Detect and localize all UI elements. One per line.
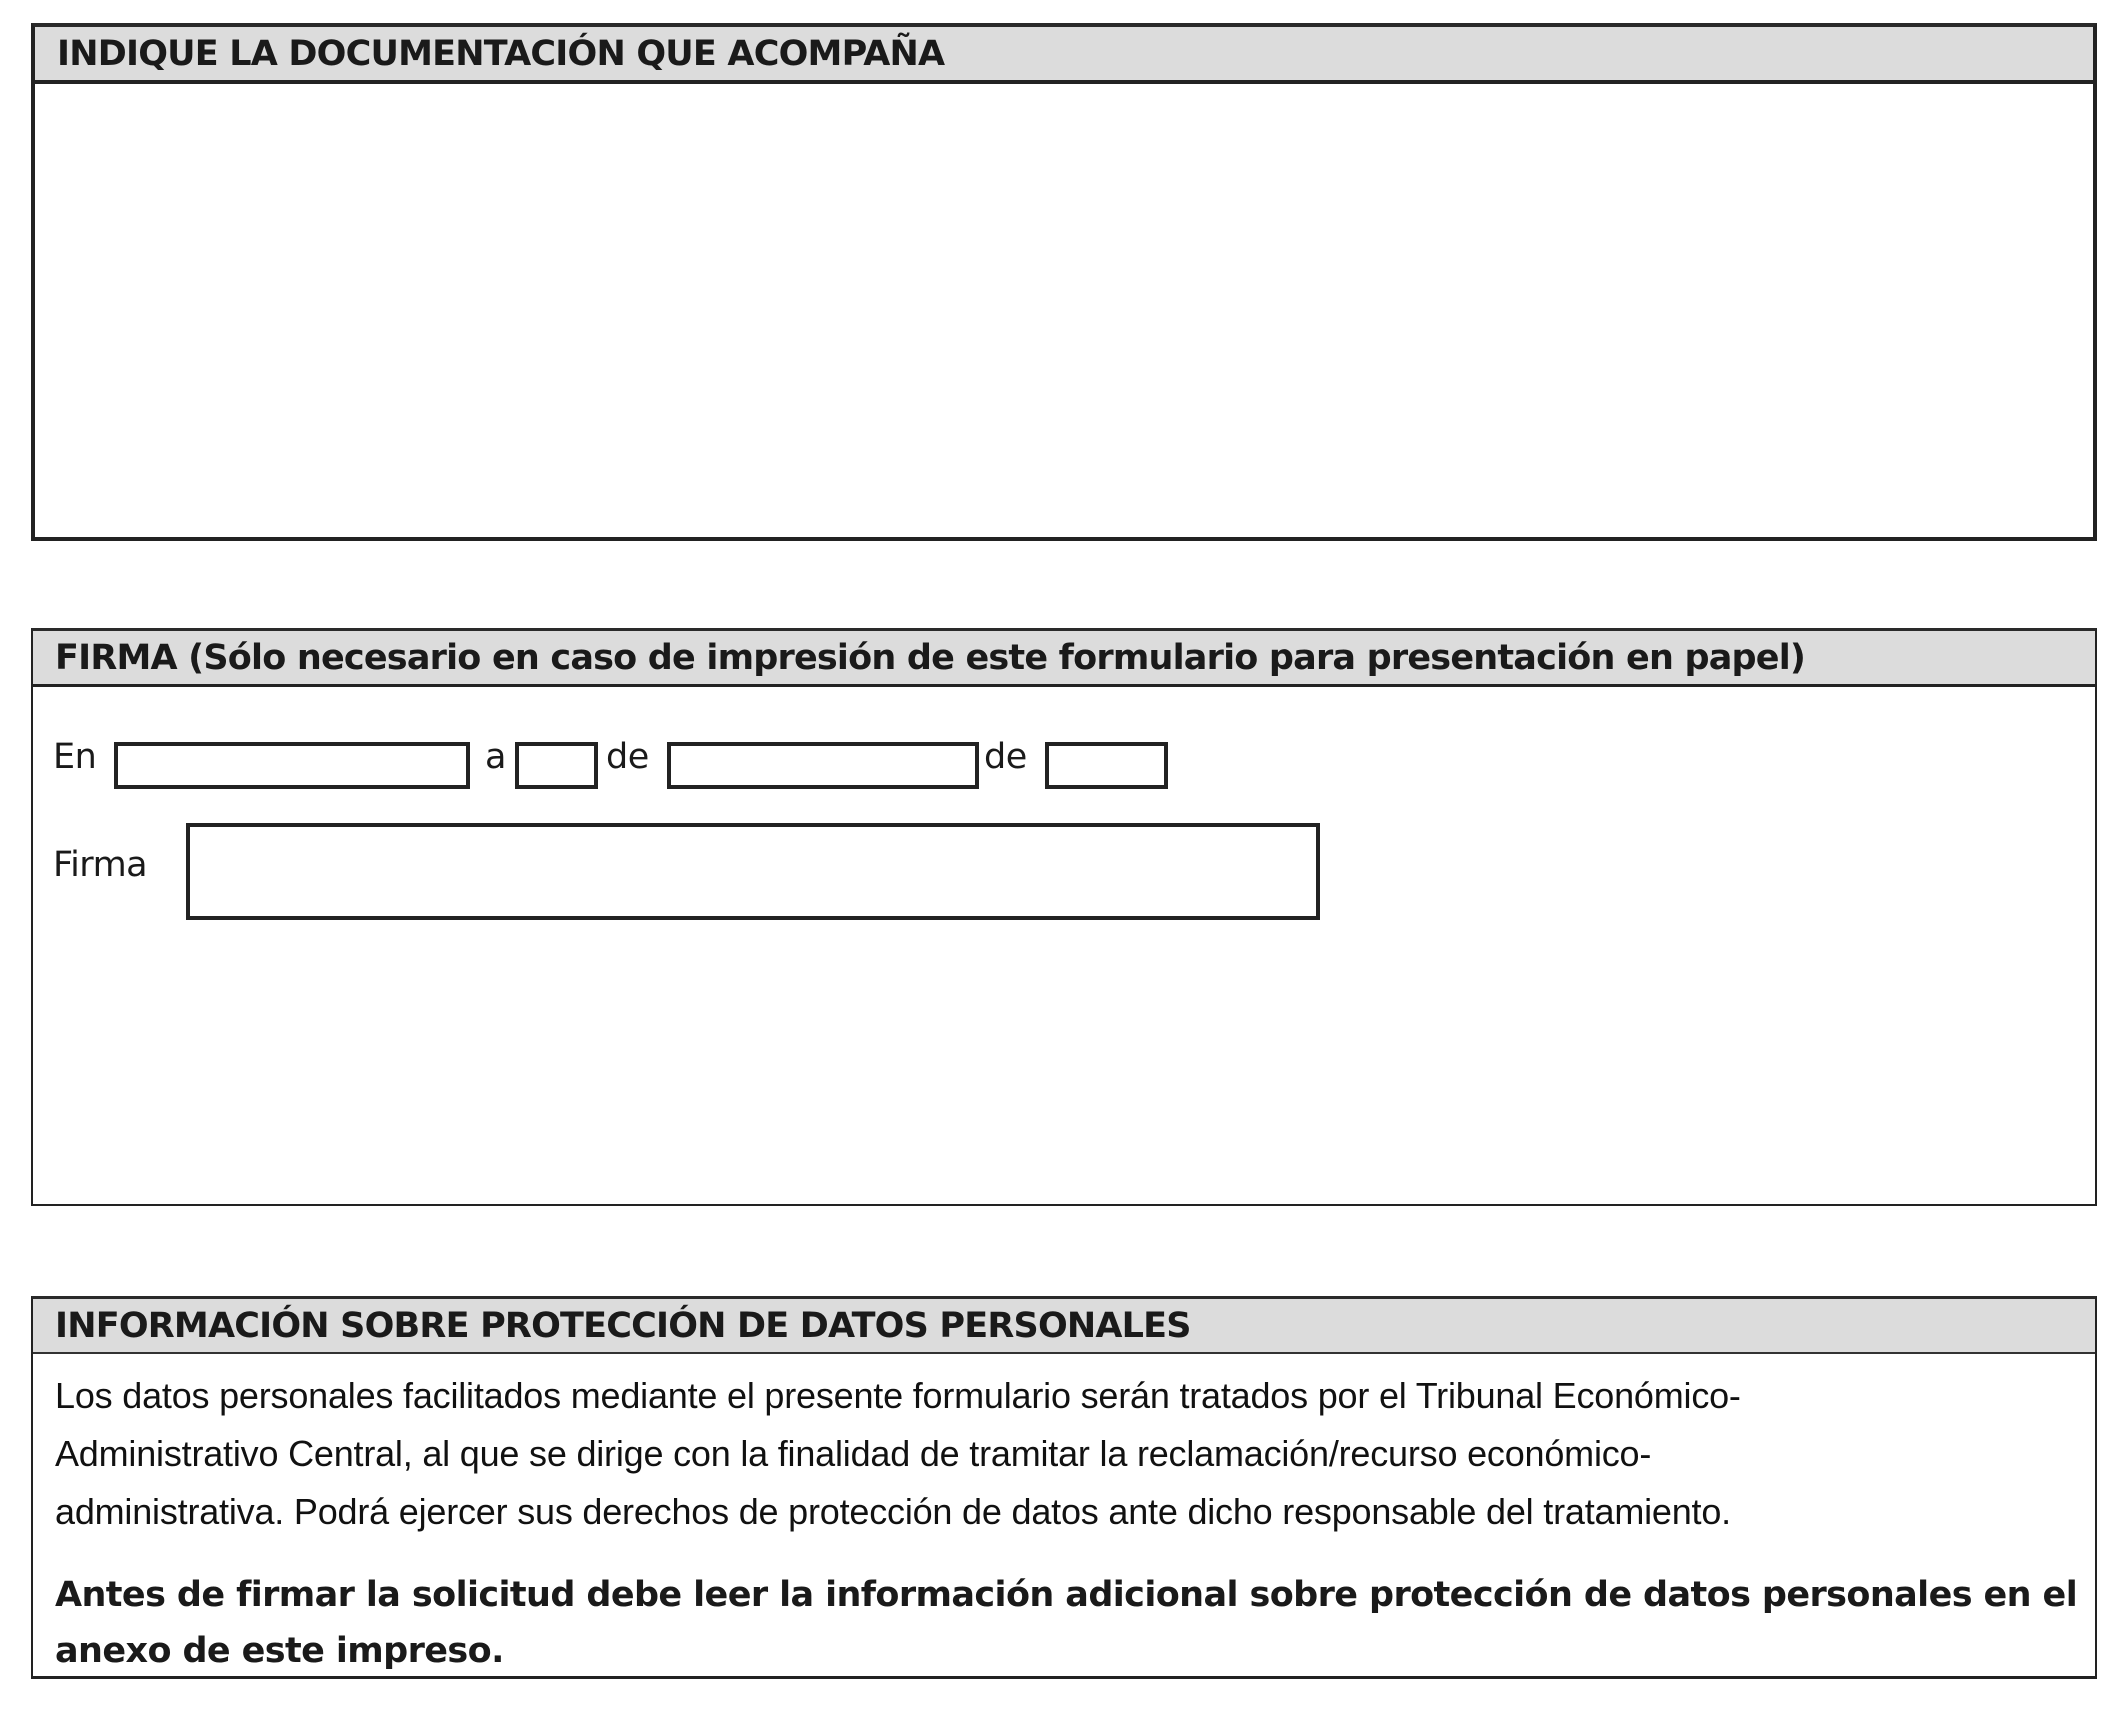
month-label: de bbox=[606, 737, 649, 777]
data-protection-notice bbox=[55, 1567, 2078, 1679]
year-input[interactable] bbox=[1045, 742, 1168, 789]
paragraph-line: Administrativo Central, al que se dirige con la finalidad de tramitar la reclamación/recurso económico- bbox=[55, 1433, 1652, 1474]
signature-label: Firma bbox=[53, 845, 148, 885]
month-input[interactable] bbox=[667, 742, 979, 789]
notice-line: anexo de este impreso. bbox=[55, 1631, 504, 1671]
signature-header: FIRMA (Sólo necesario en caso de impresión de este formulario para presentación en papel) bbox=[33, 631, 2095, 687]
data-protection-header: INFORMACIÓN SOBRE PROTECCIÓN DE DATOS PERSONALES bbox=[33, 1299, 2095, 1354]
day-input[interactable] bbox=[515, 742, 598, 789]
paragraph-line: administrativa. Podrá ejercer sus derechos de protección de datos ante dicho responsable del tratamiento. bbox=[55, 1491, 1731, 1532]
documentation-section bbox=[31, 23, 2097, 541]
place-label: En bbox=[53, 737, 97, 777]
day-label: a bbox=[485, 737, 506, 777]
place-input[interactable] bbox=[114, 742, 470, 789]
signature-section bbox=[31, 628, 2097, 1206]
data-protection-paragraph bbox=[55, 1367, 2055, 1541]
documentation-header: INDIQUE LA DOCUMENTACIÓN QUE ACOMPAÑA bbox=[35, 27, 2093, 84]
data-protection-section bbox=[31, 1296, 2097, 1679]
paragraph-line: Los datos personales facilitados mediante el presente formulario serán tratados por el Tribunal Económico- bbox=[55, 1375, 1741, 1416]
notice-line: Antes de firmar la solicitud debe leer la información adicional sobre protección de datos personales en el bbox=[55, 1575, 2078, 1615]
signature-box[interactable] bbox=[186, 823, 1320, 920]
documentation-textarea[interactable] bbox=[35, 84, 2093, 537]
year-label: de bbox=[984, 737, 1027, 777]
